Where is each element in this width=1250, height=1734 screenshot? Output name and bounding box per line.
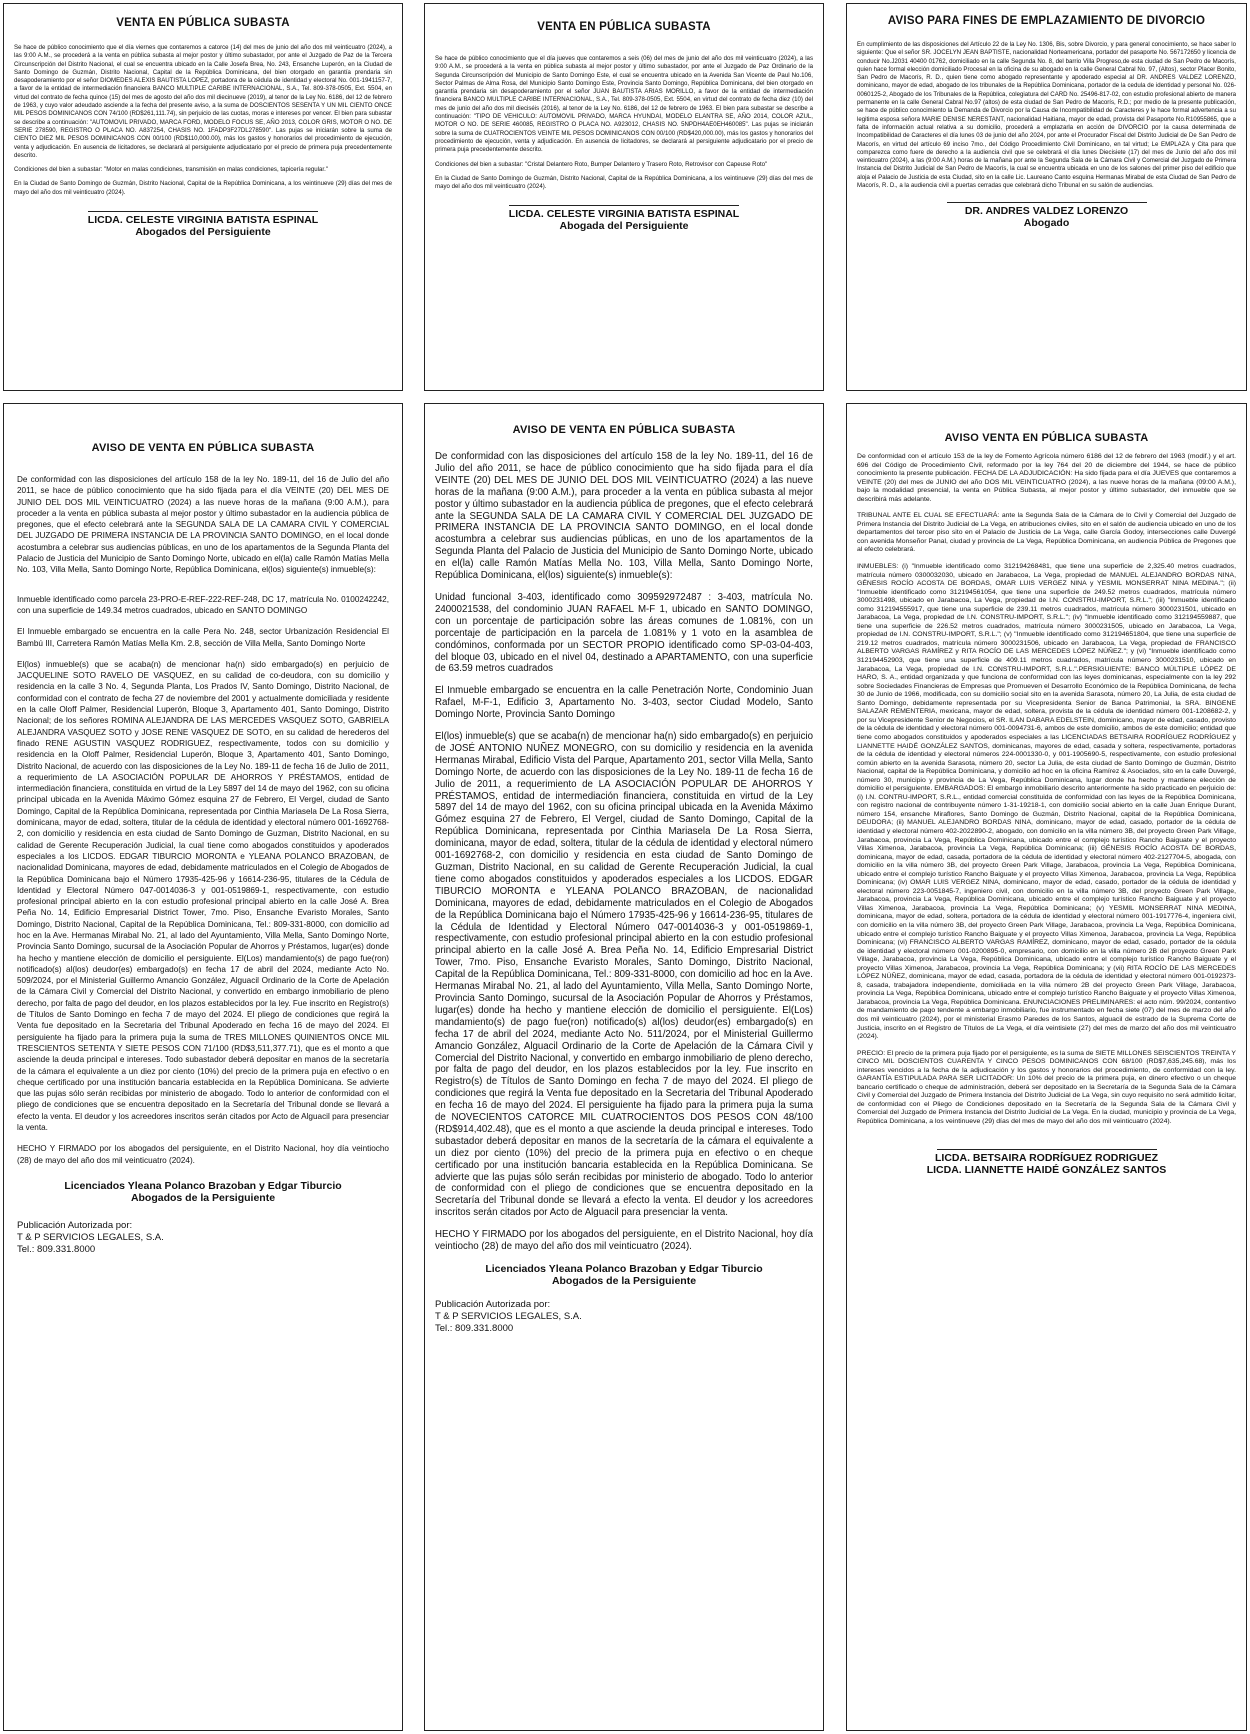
notice-location: El Inmueble embargado se encuentra en la calle Penetración Norte, Condominio Juan Rafael, M-F-1, Edificio 3, Apartamento No. 3-403, sector Ciudad Modelo, Santo Domingo Norte, Provincia Santo Domingo (435, 685, 813, 721)
notice-title: AVISO VENTA EN PÚBLICA SUBASTA (944, 432, 1149, 444)
notice-body: En cumplimiento de las disposiciones del Artículo 22 de la Ley No. 1306, Bis, sobre Divorcio, y para general conocimiento, se hace saber lo siguiente: Que el señor SR. JOCELYN JEAN BAPTISTE, nacionalidad Norteamericana, portador del pasaporte No. 567172650 y licencia de conducir No.J2031 40400 01762, domiciliado en la calle Segunda No. 8, del barrio Villa Progreso,de esta ciudad de San Pedro de Macorís, quien hace formal elección domiciliado Procesal en la oficina de su abogado en la calle General Cabral No. 97, (Altos), sector Placer Bonito, San Pedro de Macorís, R. D., quien tiene como abogado representante y apoderado especial al DR. ANDRES VALDEZ LORENZO, dominicano, mayor de edad, abogado de los tribunales de la República Dominicana, portador de la cedula de identidad y personal No. 026-0060125-2, Abogado de los Tribunales de la República, colegiatura del CARD No. 25496-817-02, con estudio profesional abierto de manera permanente en la calle General Cabral No.97 (altos) de esta ciudad de San Pedro de Macorís, R.D.; por medio de la presente publicación, se hace de público conocimiento la Demanda de Divorcio por la Causa de Incompatibilidad de Caracteres y le hace formal advertencia a su legitima esposa señora MARIE DENISE NERESTANT, nacionalidad Haitiana, mayor de edad, provista del Pasaporte No.R10955865, que a falta de información actual relativa a su domicilio, procederá a emplazarla en acción de DIVORCIO por la causa determinada de Incompatibilidad de Caracteres el día lunes 03 de junio del año 2024, por ante el Procurador Fiscal del Distrito Judicial de De San Pedro de Macorís, en virtud del artículo 69 inciso 7mo., del Código Procedimiento Civil Dominicano, en tal virtud; Le EMPLAZA y Cita para que comparezca como fuere de derecho a la audiencia civil que se celebrará el día lunes Diecisiete (17) del mes de Junio del año dos mil veinticuatro (2024), a las (9:00 A.M.) horas de la mañana por ante la Segunda Sala de la Cámara Civil y Comercial del Juzgado de Primera Instancia del Distrito Judicial de San Pedro de Macorís, la cual se encuentra ubicada en uno de los salones del primer piso del edificio que aloja el Palacio de Justicia de esta Ciudad, sito en la calle Lic. Laureano Canto esquina Hermanas Mirabal de esta Ciudad de San Pedro de Macorís, R. D., a la audiencia civil a puertas cerradas que celebrará dicho Tribunal en su salón de audiencias. (857, 41, 1236, 190)
notice-details: El(los) inmueble(s) que se acaba(n) de mencionar ha(n) sido embargado(s) en perjuicio de JOSÉ ANTONIO NUÑEZ MONEGRO, con su domicilio y residencia en la avenida Hermanas Mirabal, Edificio Vista del Parque, Apartamento 201, sector Villa Mella, Santo Domingo Norte, de acuerdo con las disposiciones de la Ley No. 189-11 de fecha 16 de Julio de 2011, a requerimiento de LA ASOCIACIÓN POPULAR DE AHORROS Y PRÉSTAMOS, entidad de intermediación financiera, constituida en virtud de la Ley 5897 del 14 de mayo del 1962, con su oficina principal ubicada en la Avenida Máximo Gómez esquina 27 de Febrero, El Vergel, ciudad de Santo Domingo, Capital de la República Dominicana, representada por Cinthia Mariasela De La Rosa Sierra, dominicana, mayor de edad, soltera, titular de la cédula de identidad y electoral número 001-1692768-2, con domicilio y residencia en esta ciudad de Santo Domingo de Guzman, Distrito Nacional, en su calidad de Gerente Recuperación Judicial, la cual tiene como abogados constituidos y apoderados especiales a los LICDOS. EDGAR TIBURCIO MORONTA e YLEANA POLANCO BRAZOBAN, de nacionalidad Dominicana, mayores de edad, debidamente matriculados en el Colegio de Abogados de la República Dominicana bajo el Número 17935-425-96 y 16614-236-95, titulares de la Cédula de Identidad y Electoral Número 047-0014036-3 y 001-0519869-1, respectivamente, con estudio profesional principal abierto en la con estudio profesional principal abierto en la calle José A. Brea Peña No. 14, Edificio Empresarial District Tower, 7mo. Piso, Ensanche Evaristo Morales, Santo Domingo, Distrito Nacional, Capital de la República Dominicana, Tel.: 809-331-8000, con domicilio ad hoc en la Ave. Hermanas Mirabal No. 21, al lado del Ayuntamiento, Villa Mella, Santo Domingo Norte, Provincia Santo Domingo, sucursal de la Asociación Popular de Ahorros y Préstamos, lugar(es) donde ha hecho y mantiene elección de domicilio el persiguiente. El(Los) mandamiento(s) de pago fue(ron) notificado(s) al(los) deudor(es) embargado(s) en fecha 17 de abril del 2024, mediante Acto No. 511/2024, por el Ministerial Guillermo Amancio González, Alguacil Ordinario de la Corte de Apelación de la Cámara Civil y Comercial del Distrito Nacional, y convertido en embargo inmobiliario de pleno derecho, por falta de pago del deudor, en los plazos establecidos por la ley. Fue inscrito en Registro(s) de Títulos de Santo Domingo en fecha 7 de mayo del 2024. El pliego de condiciones que regirá la Venta fue depositado en la Secretaria del Tribunal Apoderado en fecha 16 de mayo del 2024. El persiguiente ha fijado para la primera puja la suma de NOVECIENTOS CATORCE MIL CUATROCIENTOS DOS PESOS CON 48/100 (RD$914,402.48), que es el monto a que asciende la deuda principal e intereses. Todo subastador deberá depositar en manos de la secretaría de la cámara el equivalente a un diez por ciento (10%) del precio de la primera puja en efectivo o en cheque certificado por una institución bancaria establecida en la República Dominicana. Se advierte que las pujas sólo serán recibidas por ministerio de abogado. Todo lo anterior de conformidad con el pliego de condiciones que se encuentra depositado en la Secretaría del Tribunal donde se llevará a efecto la venta. El deudor y los acreedores inscritos serán citados por Acto de Alguacil para presenciar la venta. (435, 731, 813, 1219)
notice-body: De conformidad con las disposiciones del artículo 158 de la ley No. 189-11, del 16 de Julio del año 2011, se hace de público conocimiento que ha sido fijada para el día VEINTE (20) DEL MES DE JUNIO DEL DOS MIL VEINTICUATRO (2024) a las nueve horas de la mañana (9:00 A.M.), para proceder a la venta en pública subasta al mejor postor y último subastador en la audiencia pública de pregones, que el efecto celebrará ante la SEGUNDA SALA DE LA CAMARA CIVIL Y COMERCIAL DEL JUZGADO DE PRIMERA INSTANCIA DE LA PROVINCIA SANTO DOMINGO, en el local donde acostumbra a celebrar sus audiencias públicas, en uno de los apartamentos de la Segunda Planta del Palacio de Justicia del Municipio de Santo Domingo Norte, ubicado en el(la) calle Ramón Matías Mella No. 103, Villa Mella, Santo Domingo Norte, República Dominicana, el(los) siguiente(s) inmueble(s): (435, 451, 813, 582)
signature-line (509, 205, 739, 206)
notice-body: Se hace de público conocimiento que el día jueves que contaremos a seis (06) del mes de junio del año dos mil veinticuatro (2024), a las 9:00 A.M., se procederá a la venta en pública subasta al mejor postor y último subastador, por ante el Juzgado de Paz Ordinario de la Segunda Circunscripción del Municipio de Santo Domingo Este, el cual se encuentra ubicado en la Avenida San Vicente de Paul No.106, Sector Palmas de Alma Rosa, del Municipio Santo Domingo Este, Provincia Santo Domingo, República Dominicana, del bien otorgado en garantía prendaria sin desapoderamiento por el señor JUAN BAUTISTA ARIAS MORILLO, a favor de la entidad de intermediación financiera BANCO MULTIPLE CARIBE INTERNACIONAL, S.A., Tel. 809-378-0505, Ext. 5504, en virtud del contrato de fecha diez (10) del mes de junio del año dos mil dieciséis (2016), al tenor de la Ley No. 6186, del 12 de febrero de 1963. El bien para subastar se describe a continuación: "TIPO DE VEHICULO: AUTOMOVIL PRIVADO, MARCA HYUNDAI, MODELO ELANTRA SE, AÑO 2014, COLOR AZUL, MOTOR O NO. DE SERIE 460085, REGISTRO O PLACA NO. A923012, CHASIS NO. 5NPDH4AE0EH460085". Las pujas se iniciarán sobre la suma de CUATROCIENTOS VEINTE MIL PESOS DOMINICANOS CON 00/100 (RD$420,000.00), más los gastos y honorarios del procedimiento de ejecución, venta y adjudicación. En ausencia de licitadores, se declarará al persiguiente adjudicatario por el precio de primera puja precedentemente descrito. (435, 55, 813, 154)
publisher-label: Publicación Autorizada por: (435, 1299, 551, 1310)
notice-conditions: Condiciones del bien a subastar: "Cristal Delantero Roto, Bumper Delantero y Trasero Roto, Retrovisor con Capeuse Roto" (435, 160, 768, 168)
notice-title: AVISO PARA FINES DE EMPLAZAMIENTO DE DIVORCIO (887, 15, 1206, 27)
notice-property: Unidad funcional 3-403, identificado como 309592972487 : 3-403, matrícula No. 2400021538, del condominio JUAN RAFAEL M-F 1, ubicado en SANTO DOMINGO, con un porcentaje de participación sobre las áreas comunes de 1.081%, con un porcentaje de participación en la parcela de 1.081% y 1 voto en la asamblea de condóminos, conformada por un SECTOR PROPIO identificado como SP-03-04-403, del bloque 03, ubicado en el nivel 04, destinado a APARTAMENTO, con una superficie de 63.59 metros cuadrados (435, 591, 813, 675)
notice-title: AVISO DE VENTA EN PÚBLICA SUBASTA (512, 424, 736, 436)
notice-title: VENTA EN PÚBLICA SUBASTA (537, 21, 711, 33)
notice-venta-subasta-2 (424, 3, 824, 391)
notice-date: HECHO Y FIRMADO por los abogados del persiguiente, en el Distrito Nacional, hoy día veintiocho (28) de mayo del año dos mil veinticuatro (2024). (435, 1229, 813, 1253)
notice-title: VENTA EN PÚBLICA SUBASTA (116, 17, 290, 29)
signature-name: LICDA. CELESTE VIRGINIA BATISTA ESPINAL (87, 214, 319, 227)
signature-line (947, 202, 1147, 203)
signature-role: Abogados de la Persiguiente (130, 1191, 276, 1204)
notice-aviso-venta-1 (3, 403, 403, 1731)
signature-role: Abogados del Persiguiente (135, 226, 271, 239)
notice-details: El(los) inmueble(s) que se acaba(n) de mencionar ha(n) sido embargado(s) en perjuicio de JACQUELINE SOTO RAVELO DE VASQUEZ, en su calidad de co-deudora, con su domicilio y residencia en la calle 3 No. 4, Segunda Planta, Los Prados IV, Santo Domingo, Distrito Nacional, de conformidad con el contrato de fecha 27 de noviembre del 2001 y actualmente domiciliada y residente en la calle Oloff Palmer, Residencial Luperón, Bloque 3, Apartamento 401, Santo Domingo, Distrito Nacional; de los señores ROMINA ALEJANDRA DE LAS MERCEDES VASQUEZ SOTO, GABRIELA ALEJANDRA VASQUEZ SOTO y JOSE RENE VASQUEZ DE SOTO, en su calidad de herederos del finado RENE AGUSTIN VASQUEZ RODRIGUEZ, respectivamente, todos con su domicilio y residencia en la Oloff Palmer, Residencial Luperón, Bloque 3, Apartamento 401, Santo Domingo, Distrito Nacional, de acuerdo con las disposiciones de la Ley No. 189-11 de fecha 16 de Julio de 2011, a requerimiento de LA ASOCIACIÓN POPULAR DE AHORROS Y PRÉSTAMOS, entidad de intermediación financiera, constituida en virtud de la Ley 5897 del 14 de mayo del 1962, con su oficina principal ubicada en la Avenida Máximo Gómez esquina 27 de Febrero, El Vergel, ciudad de Santo Domingo, Capital de la República Dominicana, representada por Cinthia Mariasela De La Rosa Sierra, dominicana, mayor de edad, soltera, titular de la cédula de identidad y electoral número 001-1692768-2, con domicilio y residencia en esta ciudad de Santo Domingo de Guzman, Distrito Nacional, en su calidad de Gerente Recuperación Judicial, la cual tiene como abogados constituidos y apoderados especiales a los LICDOS. EDGAR TIBURCIO MORONTA e YLEANA POLANCO BRAZOBAN, de nacionalidad Dominicana, mayores de edad, debidamente matriculados en el Colegio de Abogados de la República Dominicana bajo el Número 17935-425-96 y 16614-236-95, titulares de la Cédula de Identidad y Electoral Número 047-0014036-3 y 001-0519869-1, respectivamente, con estudio profesional principal abierto en la con estudio profesional principal abierto en la calle José A. Brea Peña No. 14, Edificio Empresarial District Tower, 7mo. Piso, Ensanche Evaristo Morales, Santo Domingo, Distrito Nacional, Capital de la República Dominicana, Tel.: 809-331-8000, con domicilio ad hoc en la Ave. Hermanas Mirabal No. 21, al lado del Ayuntamiento, Villa Mella, Santo Domingo Norte, Provincia Santo Domingo, sucursal de la Asociación Popular de Ahorros y Préstamos, lugar(es) donde ha hecho y mantiene elección de domicilio el persiguiente. El(Los) mandamiento(s) de pago fue(ron) notificado(s) al(los) deudor(es) embargado(s) en fecha 17 de abril del 2024, mediante Acto No. 509/2024, por el Ministerial Guillermo Amancio González, Alguacil Ordinario de la Corte de Apelación de la Cámara Civil y Comercial del Distrito Nacional, y convertido en embargo inmobiliario de pleno derecho, por falta de pago del deudor, en los plazos establecidos por la ley. Fue inscrito en Registro(s) de Títulos de Santo Domingo en fecha 7 de mayo del 2024. El pliego de condiciones que regirá la Venta fue depositado en la Secretaria del Tribunal Apoderado en fecha 16 de mayo del 2024. El persiguiente ha fijado para la primera puja la suma de TRES MILLONES QUINIENTOS ONCE MIL TRESCIENTOS SETENTA Y SIETE PESOS CON 71/100 (RD$3,511,377.71), que es el monto a que asciende la deuda principal e intereses. Todo subastador deberá depositar en manos de la secretaría de la cámara el equivalente a un diez por ciento (10%) del precio de la primera puja en efectivo o en cheque certificado por una institución bancaria establecida en la República Dominicana. Se advierte que las pujas sólo serán recibidas por ministerio de abogado. Todo lo anterior de conformidad con el pliego de condiciones que se encuentra depositado en la Secretaría del Tribunal donde se llevará a efecto la venta. El deudor y los acreedores inscritos serán citados por Acto de Alguacil para presenciar la venta. (17, 659, 389, 1133)
notice-title: AVISO DE VENTA EN PÚBLICA SUBASTA (91, 442, 315, 454)
publisher-name: T & P SERVICIOS LEGALES, S.A. (17, 1231, 164, 1243)
signature-role: Abogados de la Persiguiente (551, 1275, 697, 1287)
publisher-phone: Tel.: 809.331.8000 (435, 1323, 514, 1334)
signature-role: Abogada del Persiguiente (559, 220, 689, 233)
signature-name-1: LICDA. BETSAIRA RODRÍGUEZ RODRIGUEZ (934, 1151, 1159, 1164)
notice-date: En la Ciudad de Santo Domingo de Guzmán, Distrito Nacional, Capital de la República Dominicana, a los veintinueve (29) días del mes de mayo del año dos mil veinticuatro (2024). (14, 180, 392, 196)
publisher-phone: Tel.: 809.331.8000 (17, 1243, 96, 1255)
notice-body: Se hace de público conocimiento que el día viernes que contaremos a catorce (14) del mes de junio del año dos mil veinticuatro (2024), a las 9:00 A.M., se procederá a la venta en pública subasta al mejor postor y último subastador, por ante el Juzgado de Paz de la Tercera Circunscripción del Distrito Nacional, el cual se encuentra ubicado en la Calle Josefa Brea, No. 243, Ensanche Luperón, en la Ciudad de Santo Domingo de Guzmán, Distrito Nacional, Capital de la República Dominicana, del bien otorgado en garantía prendaria sin desapoderamiento por el señor DIOMEDES ALEXIS BAUTISTA LOPEZ, portadora de la cédula de identidad y electoral No. 001-1941157-7, a favor de la entidad de intermediación financiera BANCO MULTIPLE CARIBE INTERNACIONAL, S.A., Tel. 809-378-0505, Ext. 5504, en virtud del contrato de fecha quince (15) del mes de agosto del año dos mil diecinueve (2019), al tenor de la Ley No. 6186, del 12 de febrero de 1963, y cuyo valor adeudado asciende a la fecha del presente aviso, a la suma de DOSCIENTOS SESENTA Y UN MIL CIENTO ONCE MIL PESOS DOMINICANOS CON 74/100 (RD$261,111.74), sin perjuicio de las cuotas, moras e intereses por vencer. El bien para subastar se describe a continuación: "AUTOMOVIL PRIVADO, MARCA FORD, MODELO FOCUS SE, AÑO 2013, COLOR GRIS, MOTOR O NO. DE SERIE 278590, REGISTRO O PLACA NO. A837254, CHASIS NO. 1FADP3F27DL278590". Las pujas se iniciarán sobre la suma de CIENTO DIEZ MIL PESOS DOMINICANOS CON 00/100 (RD$110,000.00), más los gastos y honorarios del procedimiento de ejecución, venta y adjudicación. En ausencia de licitadores, se declarará al persiguiente adjudicatario por el precio de primera puja precedentemente descrito. (14, 44, 392, 159)
notice-venta-subasta-1 (3, 3, 403, 391)
notice-date: En la Ciudad de Santo Domingo de Guzmán, Distrito Nacional, Capital de la República Dominicana, a los veintinueve (29) días del mes de mayo del año dos mil veinticuatro (2024). (435, 174, 813, 191)
signature-role: Abogado (1023, 217, 1070, 230)
notice-aviso-venta-3 (846, 403, 1247, 1731)
signature-name: DR. ANDRES VALDEZ LORENZO (964, 205, 1129, 218)
notice-price: PRECIO: El precio de la primera puja fijado por el persiguiente, es la suma de SIETE MILLONES SEISCIENTOS TREINTA Y CINCO MIL DOSCIENTOS CUARENTA Y CINCO PESOS DOMINICANOS CON 68/100 (RD$7,635,245.68), más los intereses vencidos a la fecha de la adjudicación y los gastos y honorarios del procedimiento, de conformidad con la ley. GARANTÍA ESTIPULADA PARA SER LICITADOR: Un 10% del precio de la primera puja, en dinero efectivo o un cheque bancario certificado o cheque de administración, deberá ser depositado en la Secretaría de la Segunda Sala de la Cámara Civil y Comercial del Juzgado de Primera Instancia del Distrito Judicial de La Vega, sin cuyo requisito no será admitido licitar, de conformidad con el Pliego de Condiciones depositado en la Secretaría de la Segunda Sala de la Cámara Civil y Comercial del Juzgado de Primera Instancia del Distrito Judicial de La Vega. En la ciudad, municipio y provincia de La Vega, República Dominicana, a los veintinueve (29) días del mes de mayo del año dos mil veinticuatro (2024). (857, 1049, 1236, 1126)
publisher-label: Publicación Autorizada por: (17, 1219, 133, 1231)
publisher-name: T & P SERVICIOS LEGALES, S.A. (435, 1311, 582, 1322)
notice-aviso-venta-2 (424, 403, 824, 1731)
signature-line (937, 1149, 1157, 1150)
notice-body: De conformidad con las disposiciones del artículo 158 de la ley No. 189-11, del 16 de Julio del año 2011, se hace de público conocimiento que ha sido fijada para el día VEINTE (20) DEL MES DE JUNIO DEL DOS MIL VEINTICUATRO (2024) a las nueve horas de la mañana (9:00 A.M.), para proceder a la venta en pública subasta al mejor postor y último subastador en la audiencia pública de pregones, que el efecto celebrará ante la SEGUNDA SALA DE LA CAMARA CIVIL Y COMERCIAL DEL JUZGADO DE PRIMERA INSTANCIA DE LA PROVINCIA SANTO DOMINGO, en el local donde acostumbra a celebrar sus audiencias públicas, en uno de los apartamentos de la Segunda Planta del Palacio de Justicia del Municipio de Santo Domingo Norte, ubicado en el(la) calle Ramón Matías Mella No. 103, Villa Mella, Santo Domingo Norte, República Dominicana, el(los) siguiente(s) inmueble(s): (17, 475, 389, 575)
notice-property: Inmueble identificado como parcela 23-PRO-E-REF-222-REF-248, DC 17, matrícula No. 0100242242, con una superficie de 149.34 metros cuadrados, ubicado en SANTO DOMINGO (17, 594, 389, 615)
notice-date: HECHO Y FIRMADO por los abogados del persiguiente, en el Distrito Nacional, hoy día veintiocho (28) de mayo del año dos mil veinticuatro (2024). (17, 1144, 389, 1165)
signature-name-2: LICDA. LIANNETTE HAIDÉ GONZÁLEZ SANTOS (926, 1163, 1167, 1176)
signature-name: LICDA. CELESTE VIRGINIA BATISTA ESPINAL (508, 208, 740, 221)
notice-body: De conformidad con el artículo 153 de la ley de Fomento Agrícola número 6186 del 12 de febrero del 1963 (modif.) y el art. 696 del Código de Procedimiento Civil, reformado por la ley 764 del 20 de diciembre del 1944, se hace de público conocimiento la presente publicación. FECHA DE LA ADJUDICACIÓN: Ha sido fijada para el día JUEVES que contaremos a VEINTE (20) del mes de JUNIO del año DOS MIL VEINTICUATRO (2024), a las nueve horas de la mañana (09:00 A.M.), bajo la modalidad presencial, la venta en Pública Subasta, al mejor postor y último subastador, del inmueble que se describirá más adelante. (857, 453, 1236, 503)
notice-conditions: Condiciones del bien a subastar: "Motor en malas condiciones, transmisión en malas condiciones, tapicería regular." (14, 166, 328, 174)
notice-location: El Inmueble embargado se encuentra en la calle Pera No. 248, sector Urbanización Residencial El Bambú III, Carretera Ramón Matías Mella Km. 2.8, sección de Villa Mella, Santo Domingo Norte (17, 627, 389, 648)
signature-name: Licenciados Yleana Polanco Brazoban y Edgar Tiburcio (485, 1263, 763, 1275)
notice-divorcio (846, 3, 1247, 391)
notice-tribunal: TRIBUNAL ANTE EL CUAL SE EFECTUARÁ: ante la Segunda Sala de la Cámara de lo Civil y Comercial del Juzgado de Primera Instancia del Distrito Judicial de La Vega, en atribuciones civiles, sito en el salón de audiencia ubicado en uno de los departamentos del tercer piso sito en el Palacio de Justicia de La Vega, calle García Godoy, intersecciones calle Duvergé con avenida Monseñor Panal, ciudad y provincia de La Vega, República Dominicana, en audiencia Pública de Pregones que al efecto celebrará. (857, 512, 1236, 554)
notice-properties: INMUEBLES: (i) "Inmueble identificado como 312194268481, que tiene una superficie de 2,325.40 metros cuadrados, matrícula número 0300032030, ubicado en Jarabacoa, La Vega, propiedad de MANUEL ALEJANDRO BORDAS NINA, GÉNESIS ROCÍO ACOSTA DE BORDAS, OMAR LUIS VERGEZ NINA y YESMIL MONSERRAT NINA MEDINA."; (ii) "Inmueble identificado como 312194561054, que tiene una superficie de 249.52 metros cuadrados, matrícula número 3000231498, ubicado en Jarabacoa, La Vega, propiedad de I.N. CONSTRU-IMPORT, S.R.L."; (iii) "Inmueble identificado como 312194555917, que tiene una superficie de 239.11 metros cuadrados, matrícula número 3000231501, ubicado en Jarabacoa, La Vega, propiedad de I.N. CONSTRU-IMPORT, S.R.L."; (iv) "Inmueble identificado como 312194559887, que tiene una superficie de 226.52 metros cuadrados, matrícula número 3000231505, ubicado en Jarabacoa, La Vega, propiedad de I.N. CONSTRU-IMPORT, S.R.L."; (v) "Inmueble identificado como 312194651804, que tiene una superficie de 219.12 metros cuadrados, matrícula número 3000231506, ubicado en Jarabacoa, La Vega, propiedad de FRANCISCO ALBERTO VARGAS RAMÍREZ y RITA ROCÍO DE LAS MERCEDES LÓPEZ NÚÑEZ."; y (vi) "Inmueble identificado como 312194452903, que tiene una superficie de 409.11 metros cuadrados, matrícula número 3000231510, ubicado en Jarabacoa, La Vega, propiedad de I.N. CONSTRU-IMPORT, S.R.L.".PERSIGUIENTE: BANCO MÚLTIPLE LÓPEZ DE HARO, S. A., entidad organizada y que funciona de conformidad con las leyes dominicanas, especialmente con la ley 292 sobre Sociedades Financieras de Empresas que Promueven el Desarrollo Económico de la República Dominicana, de fecha 30 de Junio de 1966, modificada, con su domicilio social sito en la avenida Sarasota, número 20, La Julia, de esta ciudad de Santo Domingo, debidamente representada por su Vicepresidenta Senior de Banca Patrimonial, la SRA. BINGENE SALAZAR REMENTERIA, mexicana, mayor de edad, soltera, provista de la cédula de identidad número 001-1208682-2, y por su Vicepresidente Senior de Negocios, el SR. ILAN DABARA EDELSTEIN, dominicano, mayor de edad, casado, provisto de la cédula de identidad y electoral número 001-0094731-6, ambos de este domicilio, ambos de este domicilio; entidad que tiene como abogados constituidos y apoderados especiales a las LICENCIADAS BETSAIRA RODRÍGUEZ RODRÍGUEZ y LIANNETTE HAIDÉ GONZÁLEZ SANTOS, dominicanas, mayores de edad, casada y soltera, respectivamente, portadoras de la cédula de identidad y electoral números 224-0001330-0, y 001-1905690-5, respectivamente, con estudio profesional común abierto en la avenida Sarasota, número 20, sector La Julia, de esta ciudad de Santo Domingo de Guzmán, Distrito Nacional, capital de la República Dominicana, y domicilio ad hoc en la oficina Ramírez & Asociados, sito en la calle Duvergé, número 30, municipio y provincia de La Vega, República Dominicana, lugar donde ha hecho y mantiene elección de domicilio el persiguiente. EMBARGADOS: El embargo inmobiliario descrito anteriormente ha sido practicado en perjuicio de: (i) I.N. CONTRU-IMPORT, S.R.L., entidad comercial constituida de conformidad con las leyes de la República Dominicana, con registro nacional de contribuyente número 1-31-19218-1, con domicilio social abierto en la calle Juan Enrique Durant, número 154, ensanche Miraflores, Santo Domingo de Guzmán, Distrito Nacional, capital de la República Dominicana, DEUDORA; (ii) MANUEL ALEJANDRO BORDAS NINA, dominicano, mayor de edad, casado, portador de la cédula de identidad y electoral número 402-2022890-2, abogado, con domicilio en la villa número 3B, del proyecto Green Park Village, Jarabacoa, provincia La Vega, República Dominicana, ubicado entre el complejo turístico Rancho Baiguate y el proyecto Villas Ximenoa, Jarabacoa, provincia La Vega, República Dominicana; (iii) GÉNESIS ROCÍO ACOSTA DE BORDAS, dominicana, mayor de edad, casada, portadora de la cédula de identidad y electoral número 402-2127704-5, abogada, con domicilio en la villa número 3B, del proyecto Green Park Village, Jarabacoa, provincia La Vega, República Dominicana, ubicado entre el complejo turístico Rancho Baiguate y el proyecto Villas Ximenoa, Jarabacoa, provincia La Vega, República Dominicana; (iv) OMAR LUIS VERGEZ NINA, dominicano, mayor de edad, casado, portador de la cédula de identidad y electoral número 223-0051845-7, ingeniero civil, con domicilio en la villa número 3B, del proyecto Green Park Village, Jarabacoa, provincia La Vega, República Dominicana, ubicado entre el complejo turístico Rancho Baiguate y el proyecto Villas Ximenoa, Jarabacoa, provincia La Vega, República Dominicana; (v) YESMIL MONSERRAT NINA MEDINA, dominicana, mayor de edad, soltera, portadora de la cédula de identidad y electoral número 001-1917776-4, ingeniera civil, con domicilio en la villa número 3B, del proyecto Green Park Village, Jarabacoa, provincia La Vega, República Dominicana, ubicado entre el complejo turístico Rancho Baiguate y el proyecto Villas Ximenoa, Jarabacoa, provincia La Vega, República Dominicana; (vi) FRANCISCO ALBERTO VARGAS RAMÍREZ, dominicano, mayor de edad, casado, portador de la cédula de identidad y electoral número 001-0200895-0, empresario, con domicilio en la villa número 2B del proyecto Green Park Village, Jarabacoa, provincia La Vega, República Dominicana, ubicado entre el complejo turístico Rancho Baiguate y el proyecto Villas Ximenoa, Jarabacoa, provincia La Vega, República Dominicana; y (vii) RITA ROCÍO DE LAS MERCEDES LÓPEZ NÚÑEZ, dominicana, mayor de edad, casada, portadora de la cédula de identidad y electoral número 001-0192373-8, casada, trabajadora independiente, domiciliada en la villa número 2B del proyecto Green Park Village, Jarabacoa, provincia La Vega, República Dominicana, ubicado entre el complejo turístico Rancho Baiguate y el proyecto Villas Ximenoa, Jarabacoa, provincia La Vega, República Dominicana. ENUNCIACIONES PRELIMINARES: el acto núm. 99/2024, contentivo de mandamiento de pago tendente a embargo inmobiliario, fue instrumentado en fecha siete (07) del mes de marzo del año dos mil veinticuatro (2024), por el ministerial Erasmo Paredes de los Santos, alguacil de estrado de la Suprema Corte de Justicia, inscrito en el Registro de Títulos de La Vega, el día veintisiete (27) del mes de marzo del año dos mil veinticuatro (2024). (857, 563, 1236, 1041)
signature-name: Licenciados Yleana Polanco Brazoban y Edgar Tiburcio (64, 1179, 342, 1192)
signature-line (88, 211, 318, 212)
